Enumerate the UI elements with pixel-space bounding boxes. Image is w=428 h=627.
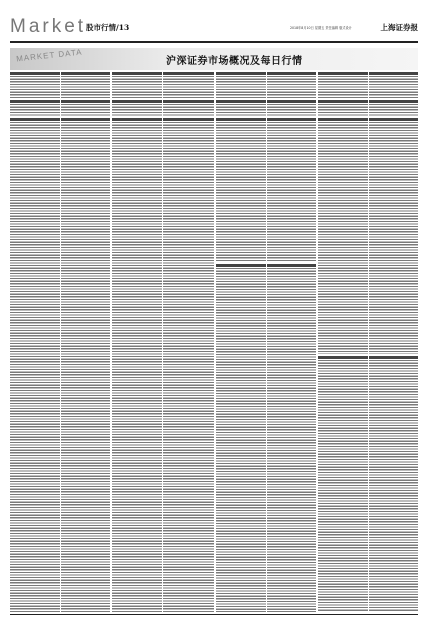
page-title: 沪深证券市场概况及每日行情 <box>166 56 303 67</box>
banner <box>10 48 418 70</box>
bottom-rule <box>10 614 418 615</box>
column-gutter <box>60 72 61 612</box>
section-word: Market <box>10 16 87 37</box>
market-column-2 <box>112 72 214 612</box>
column-gutter <box>368 72 369 612</box>
masthead <box>10 16 418 38</box>
section-title: 股市行情/13 <box>86 23 130 32</box>
column-gutter <box>266 72 267 612</box>
banner-logo: MARKET DATA <box>15 47 83 64</box>
summary-table <box>112 76 214 98</box>
index-table <box>112 104 214 116</box>
quote-list <box>112 122 214 612</box>
newspaper-name: 上海证券报 <box>380 23 418 32</box>
table-header-bar <box>112 100 214 103</box>
column-gutter <box>162 72 163 612</box>
table-header-bar <box>112 118 214 121</box>
table-header-bar <box>112 72 214 75</box>
dateline: 2018年8月10日 星期五 责任编辑 版式设计 <box>290 26 352 30</box>
top-rule <box>10 41 418 43</box>
